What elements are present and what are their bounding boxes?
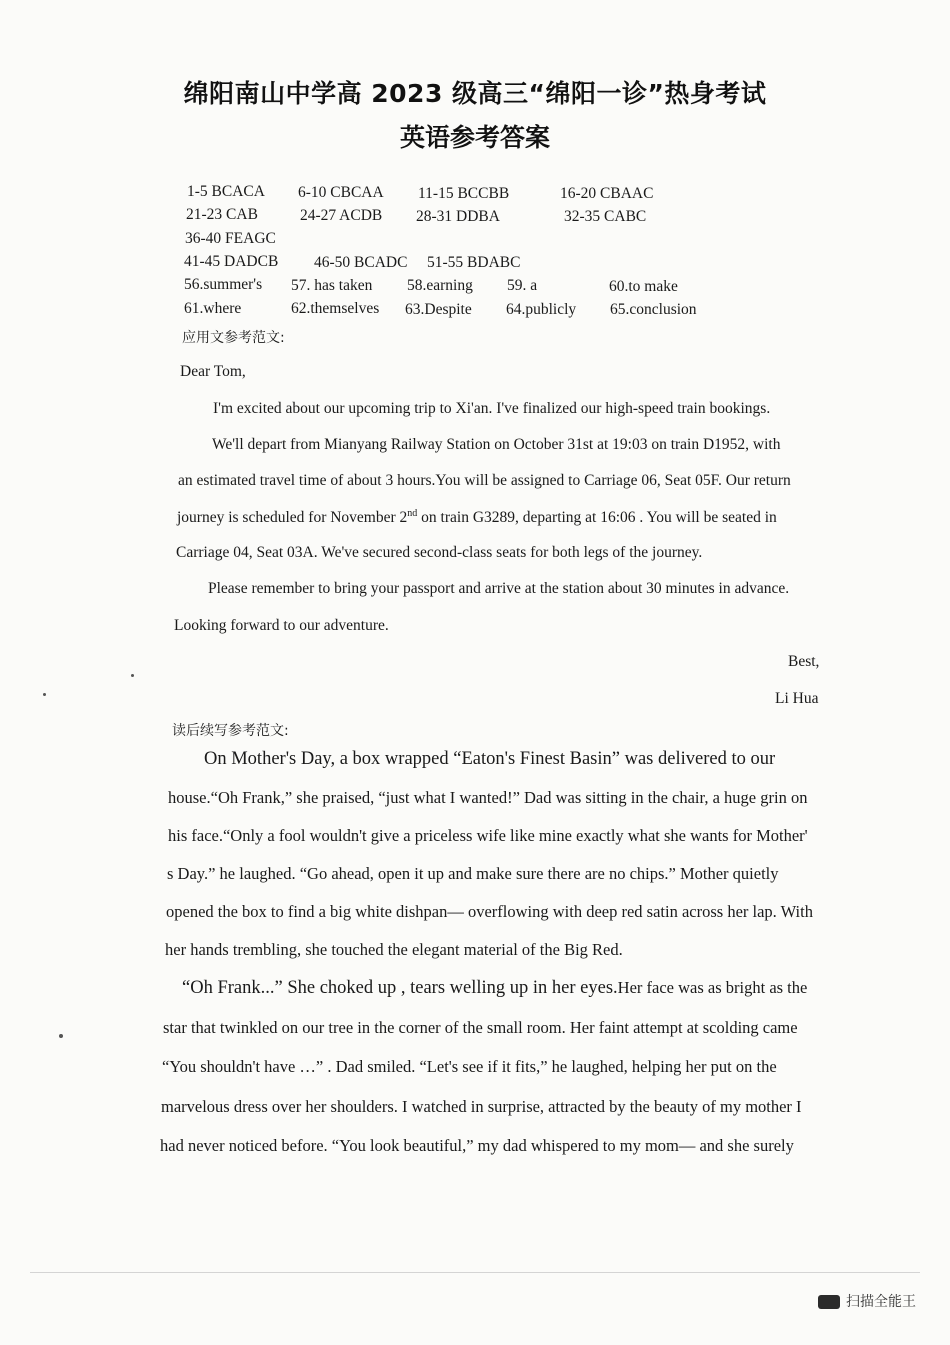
answer-59: 59. a [507,277,538,294]
scan-speck [59,1034,63,1038]
answer-64: 64.publicly [506,301,577,318]
letter-text: journey is scheduled for November 2 [177,509,408,527]
story-line: star that twinkled on our tree in the corner of the small room. Her faint attempt at scolding came [163,1018,798,1037]
letter-heading: 应用文参考范文: [182,330,285,346]
answer-46-50: 46-50 BCADC [314,254,408,271]
story-line: marvelous dress over her shoulders. I watched in surprise, attracted by the beauty of my mother I [161,1097,802,1116]
letter-salutation: Dear Tom, [180,363,246,380]
story-line: On Mother's Day, a box wrapped “Eaton's Finest Basin” was delivered to our [204,749,776,769]
story-text: Her face was as bright as the [617,978,808,997]
page-subtitle: 英语参考答案 [399,123,550,152]
scan-speck [43,693,46,696]
page-bottom-rule [30,1272,920,1273]
answer-41-45: 41-45 DADCB [184,253,279,270]
answer-60: 60.to make [609,278,678,295]
answer-56: 56.summer's [184,276,263,293]
letter-line: Carriage 04, Seat 03A. We've secured second-class seats for both legs of the journey. [176,544,703,561]
answer-11-15: 11-15 BCCBB [418,185,510,202]
letter-line [177,508,777,527]
answer-6-10: 6-10 CBCAA [298,184,384,201]
scanner-text: 扫描全能王 [846,1294,916,1309]
answer-65: 65.conclusion [610,301,697,318]
continuation-heading: 读后续写参考范文: [172,723,289,739]
scan-speck [131,674,134,677]
answer-16-20: 16-20 CBAAC [560,185,654,202]
answer-36-40: 36-40 FEAGC [185,230,276,247]
letter-line: Please remember to bring your passport and arrive at the station about 30 minutes in advance. [208,580,790,597]
answer-62: 62.themselves [291,300,380,317]
letter-line: an estimated travel time of about 3 hours.You will be assigned to Carriage 06, Seat 05F. Our return [178,472,791,489]
answer-28-31: 28-31 DDBA [416,208,500,225]
ordinal-suffix: nd [407,508,418,519]
scanner-logo-icon [818,1295,840,1309]
story-line: s Day.” he laughed. “Go ahead, open it up and make sure there are no chips.” Mother quietly [167,864,779,883]
answer-57: 57. has taken [291,277,373,294]
letter-text: on train G3289, departing at 16:06 . You will be seated in [417,509,777,527]
page-title: 绵阳南山中学高 2023 级高三“绵阳一诊”热身考试 [183,79,767,108]
answer-21-23: 21-23 CAB [186,206,258,223]
story-line: opened the box to find a big white dishpan— overflowing with deep red satin across her lap. With [166,902,813,921]
story-line: house.“Oh Frank,” she praised, “just what I wanted!” Dad was sitting in the chair, a huge grin on [168,788,808,807]
story-line [182,978,807,999]
scanner-watermark [818,1291,950,1309]
letter-closing: Best, [788,653,820,670]
answer-1-5: 1-5 BCACA [187,183,265,200]
story-line: “You shouldn't have …” . Dad smiled. “Let's see if it fits,” he laughed, helping her put on the [162,1057,777,1076]
story-text: “Oh Frank...” She choked up , tears welling up in her eyes. [182,978,618,998]
answer-32-35: 32-35 CABC [564,208,647,225]
letter-line: We'll depart from Mianyang Railway Station on October 31st at 19:03 on train D1952, with [212,436,781,453]
letter-signature: Li Hua [775,690,819,707]
answer-61: 61.where [184,300,242,317]
answer-24-27: 24-27 ACDB [300,207,383,224]
answer-63: 63.Despite [405,301,472,318]
letter-line: I'm excited about our upcoming trip to Xi'an. I've finalized our high-speed train bookings. [213,400,771,417]
story-line: had never noticed before. “You look beautiful,” my dad whispered to my mom— and she surely [160,1136,794,1155]
story-line: her hands trembling, she touched the elegant material of the Big Red. [165,940,623,959]
answer-58: 58.earning [407,277,473,294]
answer-51-55: 51-55 BDABC [427,254,521,271]
story-line: his face.“Only a fool wouldn't give a priceless wife like mine exactly what she wants for Mother' [168,826,808,845]
letter-line: Looking forward to our adventure. [174,617,389,634]
